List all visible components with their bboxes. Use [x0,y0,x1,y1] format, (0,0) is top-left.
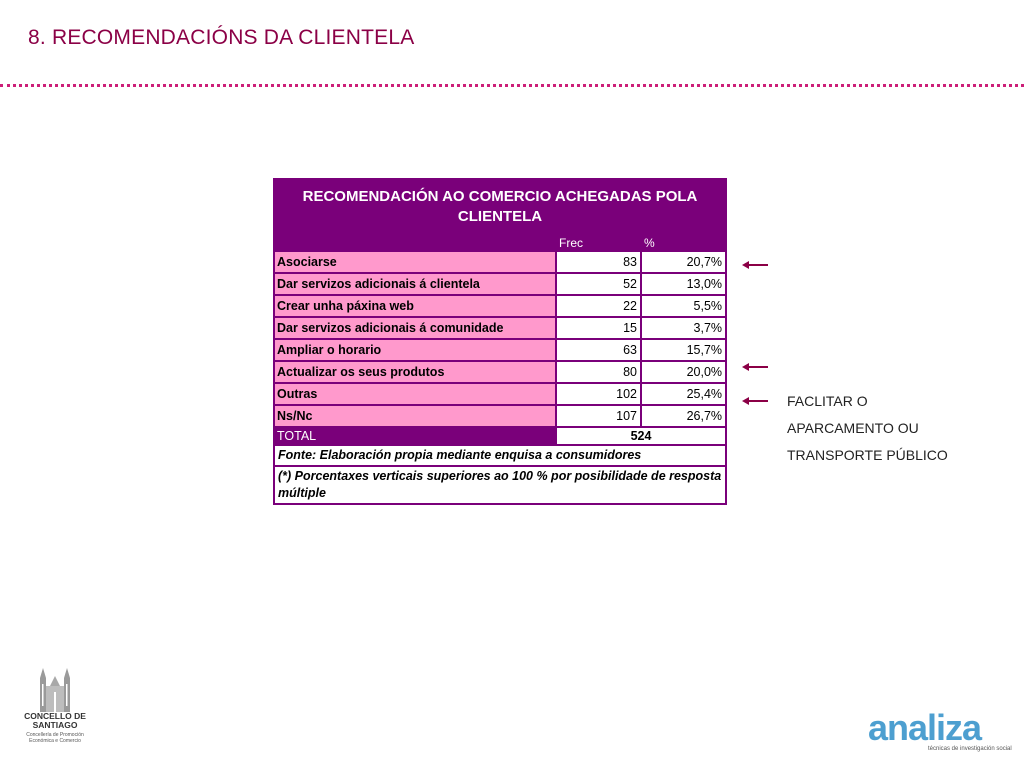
page-title: 8. RECOMENDACIÓNS DA CLIENTELA [28,26,415,49]
total-value: 524 [556,427,726,445]
total-row [274,427,726,445]
column-header-pct: % [641,235,726,251]
row-pct: 15,7% [641,339,726,361]
table-row [274,317,726,339]
arrow-left-icon [742,396,768,406]
row-label: Ampliar o horario [274,339,556,361]
side-note-line: APARCAMENTO OU [787,420,919,436]
row-label: Asociarse [274,251,556,273]
row-label: Dar servizos adicionais á clientela [274,273,556,295]
row-freq: 107 [556,405,641,427]
row-freq: 80 [556,361,641,383]
row-freq: 52 [556,273,641,295]
footnote: (*) Porcentaxes verticais superiores ao 100 % por posibilidade de resposta múltiple [274,466,726,504]
table-row [274,405,726,427]
row-freq: 102 [556,383,641,405]
table-title: RECOMENDACIÓN AO COMERCIO ACHEGADAS POLA CLIENTELA [274,179,726,235]
row-pct: 25,4% [641,383,726,405]
table-row [274,339,726,361]
analiza-tagline: técnicas de investigación social [928,746,1012,752]
row-label: Dar servizos adicionais á comunidade [274,317,556,339]
concello-subtitle: Concellería de Promoción Económica e Comercio [26,732,84,744]
analiza-logo [868,707,1012,758]
concello-logo [24,664,86,754]
row-pct: 3,7% [641,317,726,339]
table-row [274,361,726,383]
row-freq: 22 [556,295,641,317]
concello-name: CONCELLO DE SANTIAGO [24,711,86,730]
row-freq: 63 [556,339,641,361]
table-row [274,251,726,273]
title-divider [0,84,1024,87]
row-label: Crear unha páxina web [274,295,556,317]
row-pct: 20,0% [641,361,726,383]
arrow-left-icon [742,362,768,372]
row-pct: 5,5% [641,295,726,317]
total-label: TOTAL [274,427,556,445]
side-note [787,388,987,469]
arrow-left-icon [742,260,768,270]
row-pct: 13,0% [641,273,726,295]
table-row [274,295,726,317]
table-row [274,383,726,405]
row-pct: 20,7% [641,251,726,273]
side-note-line: FACLITAR O [787,393,868,409]
side-note-line: TRANSPORTE PÚBLICO [787,447,948,463]
row-label: Actualizar os seus produtos [274,361,556,383]
column-header-freq: Frec [556,235,641,251]
row-label: Outras [274,383,556,405]
row-label: Ns/Nc [274,405,556,427]
cathedral-icon [24,664,86,712]
recommendations-table [273,178,727,505]
table-row [274,273,726,295]
header-blank [274,235,556,251]
row-pct: 26,7% [641,405,726,427]
row-freq: 83 [556,251,641,273]
analiza-brand: analiza [868,707,982,748]
source-note: Fonte: Elaboración propia mediante enquisa a consumidores [274,445,726,466]
row-freq: 15 [556,317,641,339]
